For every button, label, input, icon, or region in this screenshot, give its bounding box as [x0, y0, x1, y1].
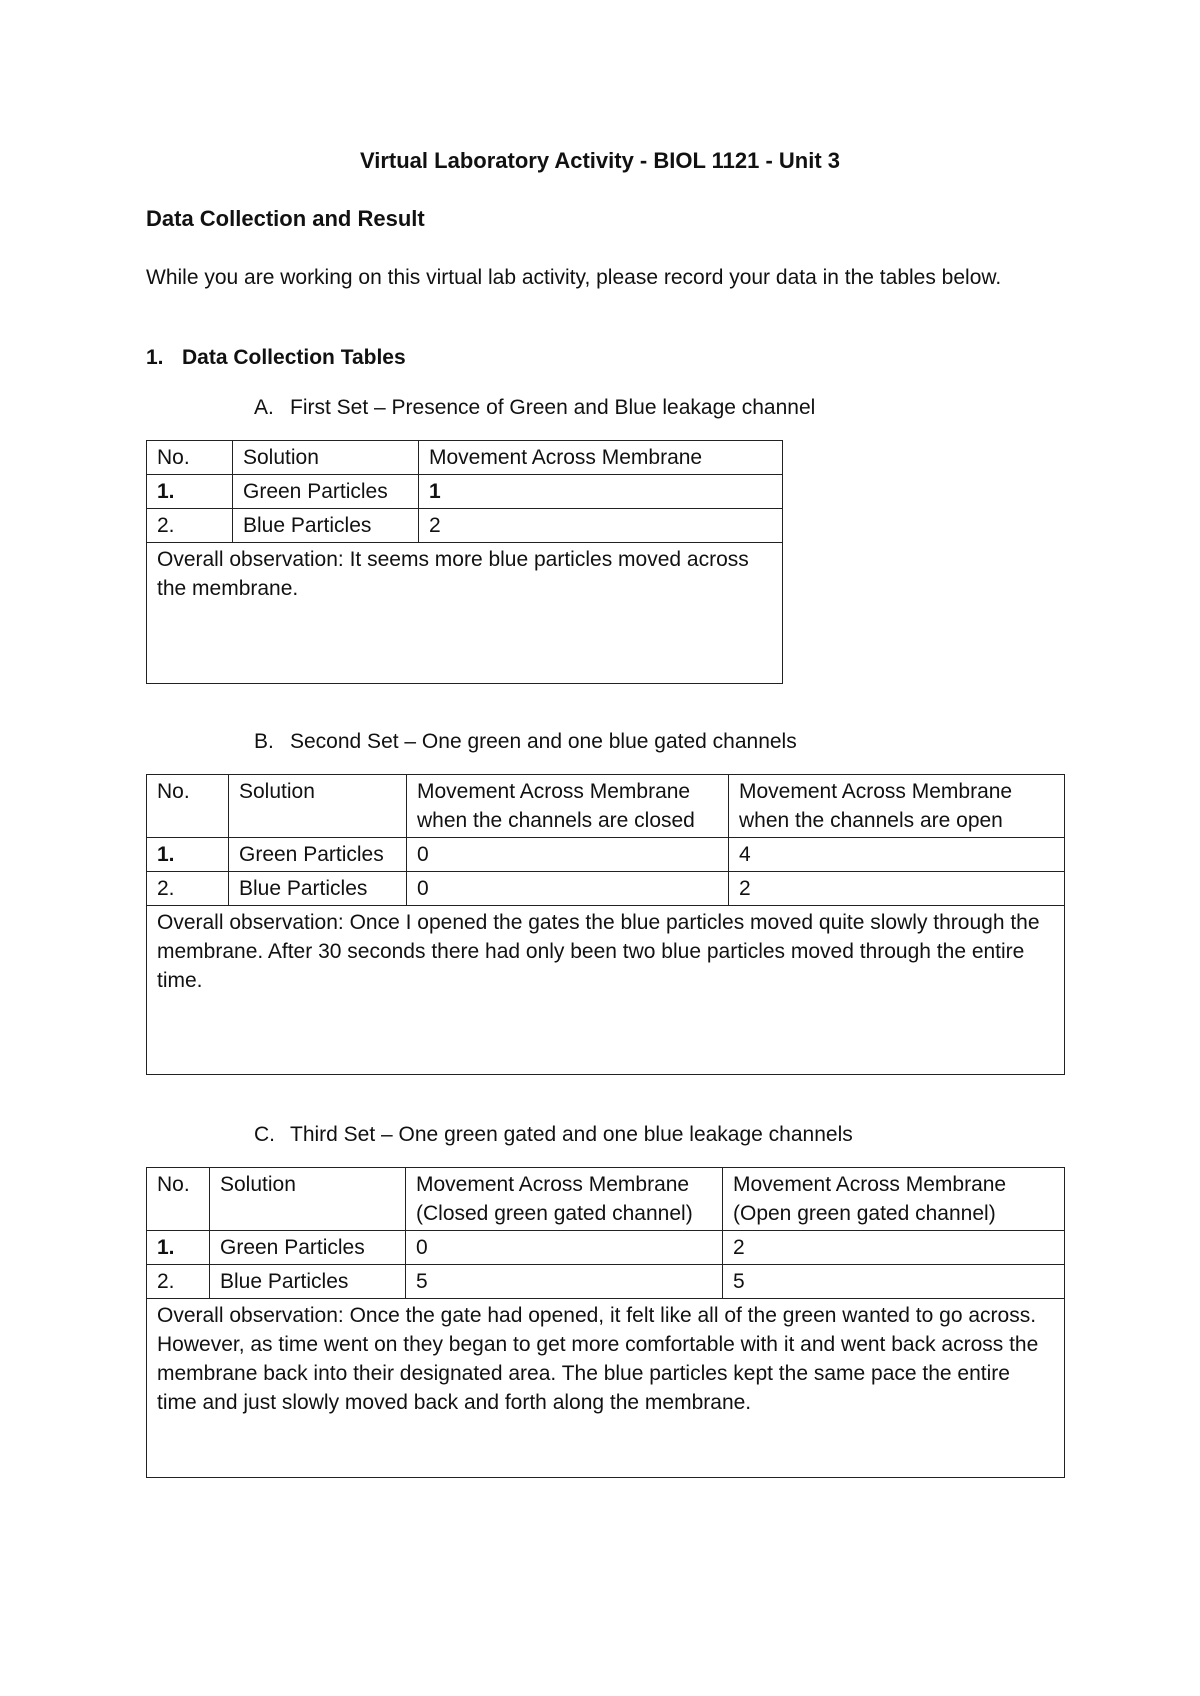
table-a-title: First Set – Presence of Green and Blue leakage channel — [290, 396, 816, 419]
header-cell: Solution — [233, 441, 419, 475]
observation-row — [147, 543, 783, 684]
table-b-letter: B. — [254, 730, 274, 753]
table-row — [147, 1231, 1065, 1265]
table-cell: 2. — [147, 509, 233, 543]
observation-row — [147, 906, 1065, 1075]
header-cell: Movement Across Membrane (Closed green gated channel) — [406, 1168, 723, 1231]
table-cell: 2 — [729, 872, 1065, 906]
observation-cell: Overall observation: Once the gate had opened, it felt like all of the green wanted to go across. However, as time went on they began to get more comfortable with it and went back across the membrane back into their designated area. The blue particles kept the same pace the entire time and just slowly moved back and forth along the membrane. — [147, 1299, 1065, 1478]
table-row — [147, 838, 1065, 872]
table-cell: 4 — [729, 838, 1065, 872]
table-cell: 2 — [723, 1231, 1065, 1265]
table-header-row — [147, 441, 783, 475]
table-cell: 5 — [723, 1265, 1065, 1299]
intro-paragraph: While you are working on this virtual lab activity, please record your data in the tables below. — [146, 266, 1002, 289]
table-header-row — [147, 1168, 1065, 1231]
table-cell: 1. — [147, 838, 229, 872]
header-cell: Solution — [210, 1168, 406, 1231]
table-cell: 1 — [419, 475, 783, 509]
header-cell: Solution — [229, 775, 407, 838]
table-c-letter: C. — [254, 1123, 275, 1146]
list-number: 1. — [146, 346, 164, 369]
table-cell: Blue Particles — [229, 872, 407, 906]
table-a-heading — [254, 396, 815, 420]
header-cell: Movement Across Membrane — [419, 441, 783, 475]
observation-cell: Overall observation: Once I opened the gates the blue particles moved quite slowly through the membrane. After 30 seconds there had only been two blue particles moved through the entire time. — [147, 906, 1065, 1075]
table-b-title: Second Set – One green and one blue gated channels — [290, 730, 797, 753]
header-cell: No. — [147, 1168, 210, 1231]
table-a-letter: A. — [254, 396, 274, 419]
table-row — [147, 1265, 1065, 1299]
table-first-set — [146, 440, 783, 684]
table-b-heading — [254, 730, 797, 754]
table-cell: 1. — [147, 475, 233, 509]
table-cell: 1. — [147, 1231, 210, 1265]
header-cell: Movement Across Membrane when the channels are closed — [407, 775, 729, 838]
table-c-title: Third Set – One green gated and one blue leakage channels — [290, 1123, 853, 1146]
table-cell: Blue Particles — [233, 509, 419, 543]
table-third-set — [146, 1167, 1065, 1478]
header-cell: Movement Across Membrane when the channels are open — [729, 775, 1065, 838]
table-cell: 2 — [419, 509, 783, 543]
table-row — [147, 475, 783, 509]
table-row — [147, 509, 783, 543]
table-cell: Blue Particles — [210, 1265, 406, 1299]
table-row — [147, 872, 1065, 906]
document-title: Virtual Laboratory Activity - BIOL 1121 - Unit 3 — [359, 148, 841, 173]
section-heading: Data Collection and Result — [146, 206, 425, 231]
table-cell: Green Particles — [210, 1231, 406, 1265]
table-cell: 2. — [147, 872, 229, 906]
table-cell: 0 — [407, 838, 729, 872]
table-header-row — [147, 775, 1065, 838]
list-heading — [146, 346, 406, 370]
table-cell: Green Particles — [229, 838, 407, 872]
table-c-heading — [254, 1123, 853, 1147]
header-cell: Movement Across Membrane (Open green gated channel) — [723, 1168, 1065, 1231]
observation-row — [147, 1299, 1065, 1478]
table-cell: 0 — [407, 872, 729, 906]
table-cell: 0 — [406, 1231, 723, 1265]
observation-cell: Overall observation: It seems more blue particles moved across the membrane. — [147, 543, 783, 684]
list-heading-text: Data Collection Tables — [182, 346, 406, 369]
table-cell: 2. — [147, 1265, 210, 1299]
table-second-set — [146, 774, 1065, 1075]
table-cell: 5 — [406, 1265, 723, 1299]
header-cell: No. — [147, 441, 233, 475]
header-cell: No. — [147, 775, 229, 838]
table-cell: Green Particles — [233, 475, 419, 509]
